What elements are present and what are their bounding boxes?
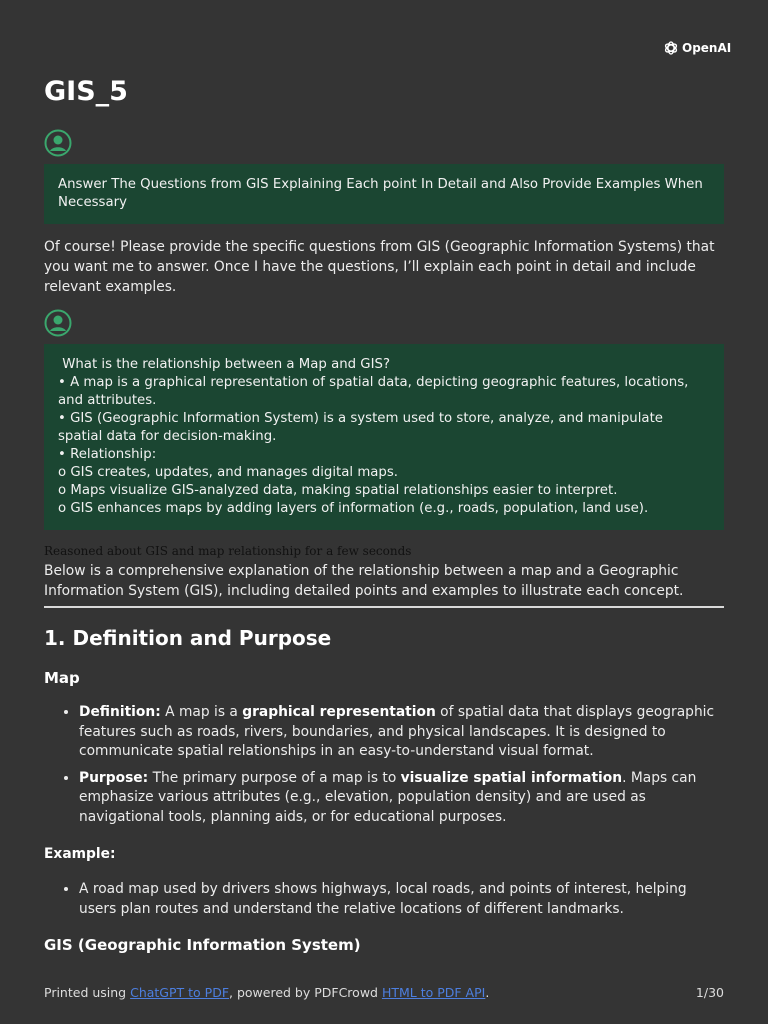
bullet-text: . Maps can emphasize various attributes (e.g., elevation, population density) and are used as navigational tools, planning aids, or for educational purposes. <box>79 769 697 825</box>
html-to-pdf-api-link[interactable]: HTML to PDF API <box>381 985 486 1000</box>
user-avatar-icon <box>44 129 72 157</box>
prompt-line: What is the relationship between a Map and GIS? <box>58 357 391 372</box>
prompt-line: • Relationship: <box>58 447 157 462</box>
bullet-text: The primary purpose of a map is to <box>148 769 401 786</box>
prompt-line: o GIS creates, updates, and manages digital maps. <box>58 465 399 480</box>
gis-heading: GIS (Geographic Information System) <box>44 936 361 954</box>
example-list <box>44 880 724 926</box>
openai-knot-icon <box>663 40 679 56</box>
footer-text: Printed using <box>44 985 131 1000</box>
example-label: Example: <box>44 846 116 862</box>
chatgpt-to-pdf-link[interactable]: ChatGPT to PDF <box>130 985 230 1000</box>
user-avatar-icon <box>44 309 72 337</box>
page-number: 1/30 <box>695 985 724 1000</box>
divider <box>44 606 724 608</box>
bullet-text: A map is a <box>160 704 243 720</box>
reasoning-note: Reasoned about GIS and map relationship for a few seconds <box>44 544 412 558</box>
bullet-bold: graphical representation <box>242 704 436 720</box>
map-heading: Map <box>44 669 80 687</box>
footer-text: . <box>485 985 490 1000</box>
section-heading: 1. Definition and Purpose <box>44 626 332 650</box>
map-bullet-list <box>44 703 724 834</box>
prompt-line: o GIS enhances maps by adding layers of information (e.g., roads, population, land use). <box>58 501 649 516</box>
prompt-line: • GIS (Geographic Information System) is a system used to store, analyze, and manipulate spatial data for decision-making. <box>58 411 663 444</box>
user-prompt-bubble <box>44 164 724 224</box>
page-title: GIS_5 <box>44 76 128 107</box>
footer-text: , powered by PDFCrowd <box>229 985 382 1000</box>
footer-credit <box>44 985 489 1000</box>
user-prompt-bubble <box>44 344 724 530</box>
page-footer <box>44 985 724 1000</box>
logo-text: OpenAI <box>682 41 732 55</box>
bullet-label: Purpose: <box>79 769 149 786</box>
openai-logo <box>663 40 731 56</box>
list-item <box>79 769 724 828</box>
assistant-answer: Of course! Please provide the specific questions from GIS (Geographic Information Systems) that you want me to answer. Once I have the questions, I’ll explain each point in detail and include relevant examples. <box>44 239 715 295</box>
list-item <box>79 703 724 762</box>
bullet-text: of spatial data that displays geographic features such as roads, rivers, boundaries, and physical landscapes. It is designed to communicate spatial relationships in an easy-to-understand visual format. <box>79 704 715 759</box>
bullet-bold: visualize spatial information <box>400 769 623 786</box>
bullet-label: Definition: <box>79 704 161 720</box>
assistant-answer-intro: Below is a comprehensive explanation of the relationship between a map and a Geographic Information System (GIS), including detailed points and examples to illustrate each concept. <box>44 563 684 599</box>
list-item: • A road map used by drivers shows highways, local roads, and points of interest, helping users plan routes and understand the relative locations of different landmarks. <box>79 880 724 919</box>
prompt-line: • A map is a graphical representation of spatial data, depicting geographic features, locations, and attributes. <box>58 375 689 408</box>
prompt-line: o Maps visualize GIS-analyzed data, making spatial relationships easier to interpret. <box>58 483 618 498</box>
user-prompt-text: Answer The Questions from GIS Explaining Each point In Detail and Also Provide Examples When Necessary <box>58 177 703 210</box>
